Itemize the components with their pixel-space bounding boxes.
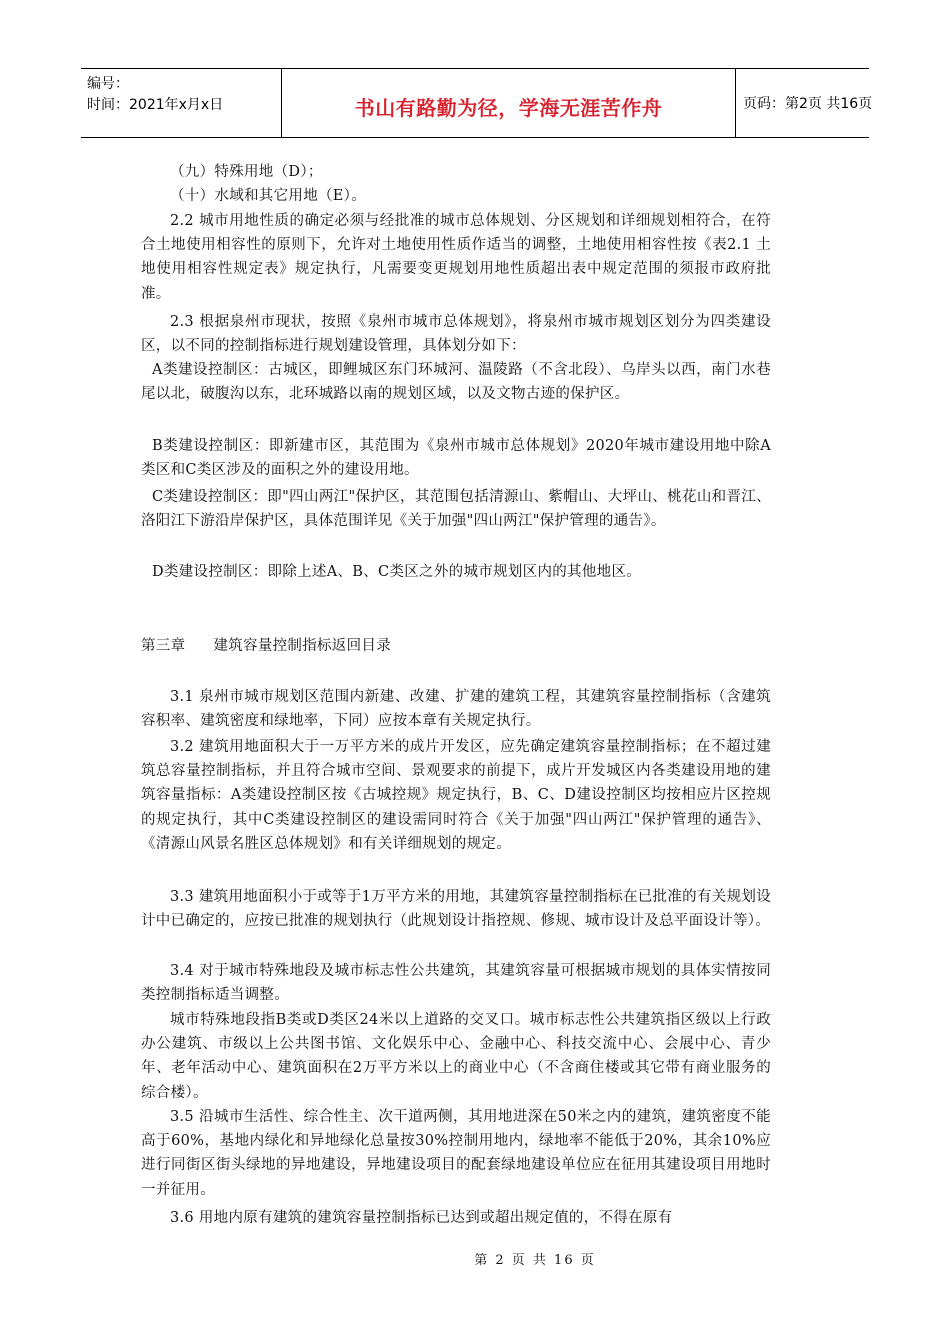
- doc-time-label: 时间：2021年x月x日: [87, 97, 224, 113]
- doc-number-label: 编号：: [87, 76, 129, 92]
- paragraph: 2.3 根据泉州市现状，按照《泉州市城市总体规划》，将泉州市城市规划区划分为四类建设区，以不同的控制指标进行规划建设管理，具体划分如下：: [141, 314, 771, 355]
- chapter-heading: [141, 634, 391, 655]
- header-motto: 书山有路勤为径，学海无涯苦作舟: [354, 95, 663, 120]
- paragraph: 3.4 对于城市特殊地段及城市标志性公共建筑，其建筑容量可根据城市规划的具体实情按同类控制指标适当调整。: [141, 963, 771, 1004]
- page-footer: 第 2 页 共 16 页: [474, 1253, 596, 1268]
- paragraph: 3.5 沿城市生活性、综合性主、次干道两侧，其用地进深在50米之内的建筑，建筑密度不能高于60%，基地内绿化和异地绿化总量按30%控制用地内，绿地率不能低于20%，其余10%应进行同街区街头绿地的异地建设，异地建设项目的配套绿地建设单位应在征用其建设项目用地时一并征用。: [141, 1109, 771, 1198]
- paragraph: 3.6 用地内原有建筑的建筑容量控制指标已达到或超出规定值的，不得在原有: [170, 1210, 673, 1226]
- header-motto-cell: [282, 69, 736, 137]
- paragraph: 2.2 城市用地性质的确定必须与经批准的城市总体规划、分区规划和详细规划相符合，在符合土地使用相容性的原则下，允许对土地使用性质作适当的调整，土地使用相容性按《表2.1 土地使用相容性规定表》规定执行，凡需要变更规划用地性质超出表中规定范围的须报市政府批准。: [141, 213, 771, 302]
- paragraph: （九）特殊用地（D）；: [170, 164, 323, 180]
- header-meta-cell: [81, 69, 282, 137]
- header-page-label: 页码：第2页 共16页: [743, 96, 873, 112]
- paragraph: 3.2 建筑用地面积大于一万平方米的成片开发区，应先确定建筑容量控制指标；在不超过建筑总容量控制指标，并且符合城市空间、景观要求的前提下，成片开发城区内各类建设用地的建筑容量指标：A类建设控制区按《古城控规》规定执行，B、C、D建设控制区均按相应片区控规的规定执行，其中C类建设控制区的建设需同时符合《关于加强"四山两江"保护管理的通告》、《清源山风景名胜区总体规划》和有关详细规划的规定。: [141, 739, 771, 852]
- chapter-title-link[interactable]: 建筑容量控制指标返回目录: [213, 638, 392, 654]
- paragraph: C类建设控制区：即"四山两江"保护区，其范围包括清源山、紫帽山、大坪山、桃花山和晋江、洛阳江下游沿岸保护区，具体范围详见《关于加强"四山两江"保护管理的通告》。: [141, 489, 771, 530]
- paragraph: 3.1 泉州市城市规划区范围内新建、改建、扩建的建筑工程，其建筑容量控制指标（含建筑容积率、建筑密度和绿地率，下同）应按本章有关规定执行。: [141, 689, 771, 730]
- chapter-number: 第三章: [141, 638, 186, 654]
- paragraph: A类建设控制区：古城区，即鲤城区东门环城河、温陵路（不含北段）、乌岸头以西，南门水巷尾以北，破腹沟以东，北环城路以南的规划区域，以及文物古迹的保护区。: [141, 362, 771, 403]
- paragraph: 3.3 建筑用地面积小于或等于1万平方米的用地，其建筑容量控制指标在已批准的有关规划设计中已确定的，应按已批准的规划执行（此规划设计指控规、修规、城市设计及总平面设计等）。: [141, 889, 771, 930]
- paragraph: 城市特殊地段指B类或D类区24米以上道路的交叉口。城市标志性公共建筑指区级以上行政办公建筑、市级以上公共图书馆、文化娱乐中心、金融中心、科技交流中心、会展中心、青少年、老年活动中心、建筑面积在2万平方米以上的商业中心（不含商住楼或其它带有商业服务的综合楼）。: [141, 1012, 771, 1101]
- paragraph: D类建设控制区：即除上述A、B、C类区之外的城市规划区内的其他地区。: [152, 564, 642, 580]
- header-page-cell: [736, 69, 873, 137]
- paragraph: （十）水域和其它用地（E）。: [170, 188, 367, 204]
- paragraph: B类建设控制区：即新建市区，其范围为《泉州市城市总体规划》2020年城市建设用地中除A类区和C类区涉及的面积之外的建设用地。: [141, 438, 771, 479]
- document-header: [81, 68, 873, 138]
